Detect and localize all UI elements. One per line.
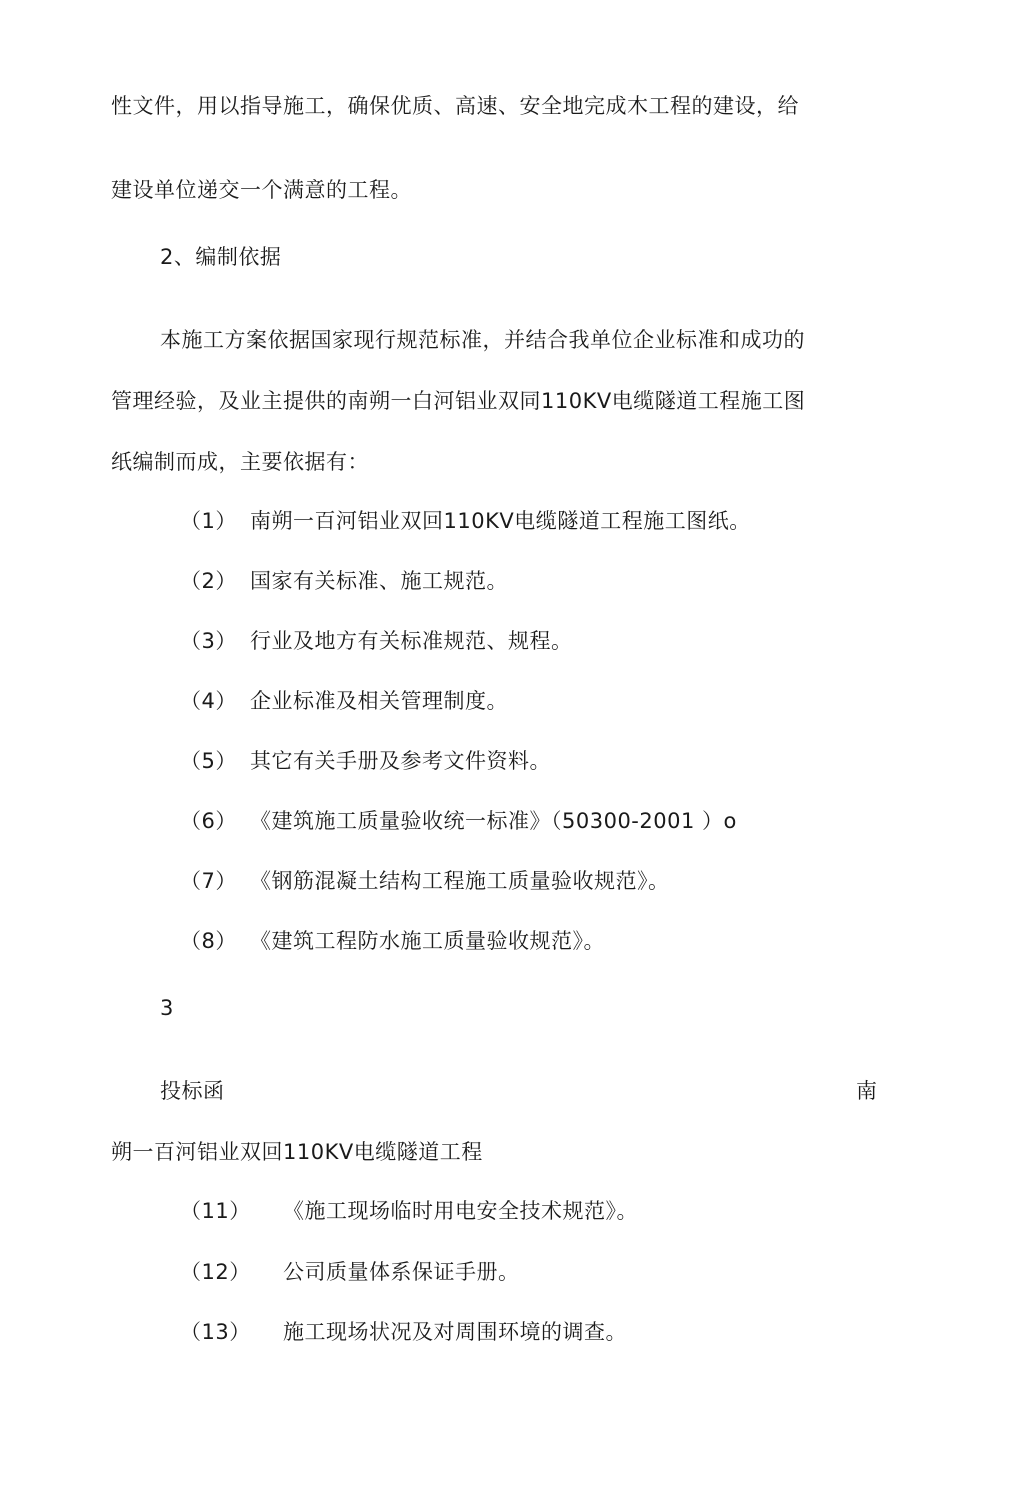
list-item-number: （4） [180, 689, 237, 713]
list-item-number: （5） [180, 749, 237, 773]
list-item-number: （7） [180, 869, 237, 893]
running-header-left: 投标函 [160, 1079, 225, 1103]
list-item-number: （11） [180, 1199, 251, 1223]
list-item-text: 企业标准及相关管理制度。 [250, 689, 508, 713]
paragraph-line: 建设单位递交一个满意的工程。 [111, 178, 412, 202]
list-item-number: （3） [180, 629, 237, 653]
paragraph-line: 性文件，用以指导施工，确保优质、高速、安全地完成木工程的建设，给 [111, 94, 799, 118]
running-header-right: 南 [856, 1079, 878, 1103]
paragraph-line: 本施工方案依据国家现行规范标准，并结合我单位企业标准和成功的 [160, 328, 805, 352]
paragraph-line: 纸编制而成，主要依据有： [111, 450, 369, 474]
list-item-number: （13） [180, 1320, 251, 1344]
list-item-text: 《建筑施工质量验收统一标准》（50300-2001 ）o [250, 809, 737, 833]
section-heading: 2、编制依据 [160, 245, 282, 269]
list-item-text: 施工现场状况及对周围环境的调查。 [283, 1320, 627, 1344]
list-item-number: （1） [180, 509, 237, 533]
list-item-number: （12） [180, 1260, 251, 1284]
list-item-number: （2） [180, 569, 237, 593]
page-number: 3 [160, 996, 174, 1020]
list-item-text: 《钢筋混凝土结构工程施工质量验收规范》。 [250, 869, 670, 893]
list-item-number: （6） [180, 809, 237, 833]
list-item-text: 《建筑工程防水施工质量验收规范》。 [250, 929, 605, 953]
running-header-line: 朔一百河铝业双回110KV电缆隧道工程 [111, 1140, 483, 1164]
list-item-text: 行业及地方有关标准规范、规程。 [250, 629, 573, 653]
list-item-text: 国家有关标准、施工规范。 [250, 569, 508, 593]
list-item-text: 公司质量体系保证手册。 [283, 1260, 520, 1284]
paragraph-line: 管理经验，及业主提供的南朔一白河铝业双同110KV电缆隧道工程施工图 [111, 389, 806, 413]
list-item-text: 《施工现场临时用电安全技术规范》。 [283, 1199, 638, 1223]
list-item-number: （8） [180, 929, 237, 953]
list-item-text: 南朔一百河铝业双回110KV电缆隧道工程施工图纸。 [250, 509, 751, 533]
list-item-text: 其它有关手册及参考文件资料。 [250, 749, 551, 773]
